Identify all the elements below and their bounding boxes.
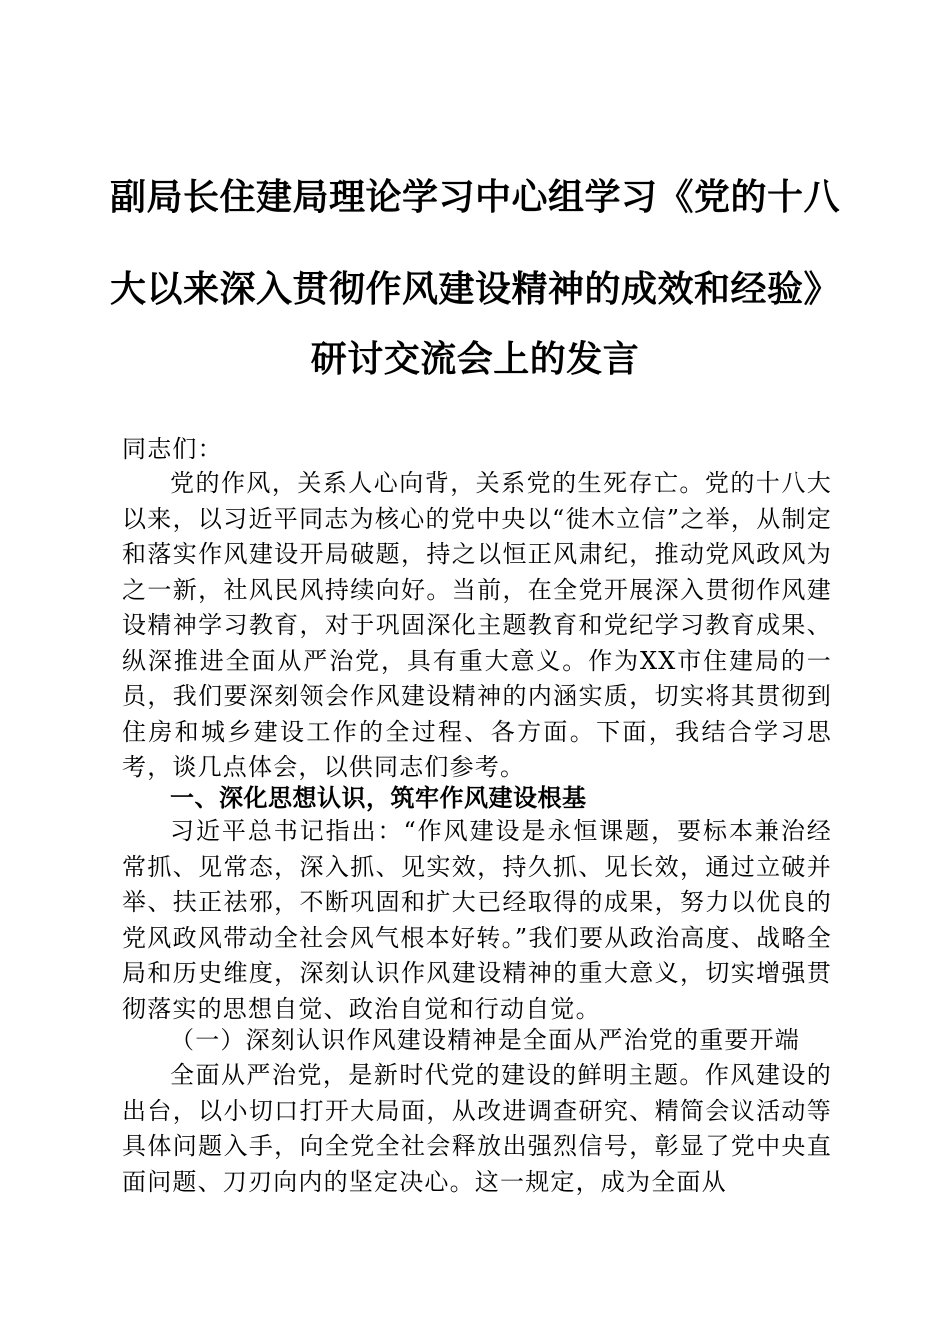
subsection-heading-1: （一）深刻认识作风建设精神是全面从严治党的重要开端	[170, 1026, 800, 1054]
title-line-3: 研讨交流会上的发言	[310, 338, 640, 380]
paragraph-3: 全面从严治党，是新时代党的建设的鲜明主题。作风建设的出台，以小切口打开大局面，从改进调查研究、精简会议活动等具体问题入手，向全党全社会释放出强烈信号，彰显了党中央直面问题、刀刃向内的坚定决心。这一规定，成为全面从	[122, 1061, 832, 1196]
section-heading-1: 一、深化思想认识，筑牢作风建设根基	[170, 784, 587, 812]
title-line-2: 大以来深入贯彻作风建设精神的成效和经验》	[109, 268, 840, 310]
title-line-1: 副局长住建局理论学习中心组学习《党的十八	[109, 176, 840, 218]
paragraph-2: 习近平总书记指出：“作风建设是永恒课题，要标本兼治经常抓、见常态，深入抓、见实效，持久抓、见长效，通过立破并举、扶正祛邪，不断巩固和扩大已经取得的成果，努力以优良的党风政风带动全社会风气根本好转。”我们要从政治高度、战略全局和历史维度，深刻认识作风建设精神的重大意义，切实增强贯彻落实的思想自觉、政治自觉和行动自觉。	[122, 817, 832, 1023]
paragraph-1: 党的作风，关系人心向背，关系党的生死存亡。党的十八大以来，以习近平同志为核心的党中央以“徙木立信”之举，从制定和落实作风建设开局破题，持之以恒正风肃纪，推动党风政风为之一新，社风民风持续向好。当前，在全党开展深入贯彻作风建设精神学习教育，对于巩固深化主题教育和党纪学习教育成果、纵深推进全面从严治党，具有重大意义。作为XX市住建局的一员，我们要深刻领会作风建设精神的内涵实质，切实将其贯彻到住房和城乡建设工作的全过程、各方面。下面，我结合学习思考，谈几点体会，以供同志们参考。	[122, 469, 832, 781]
salutation: 同志们：	[122, 435, 223, 463]
